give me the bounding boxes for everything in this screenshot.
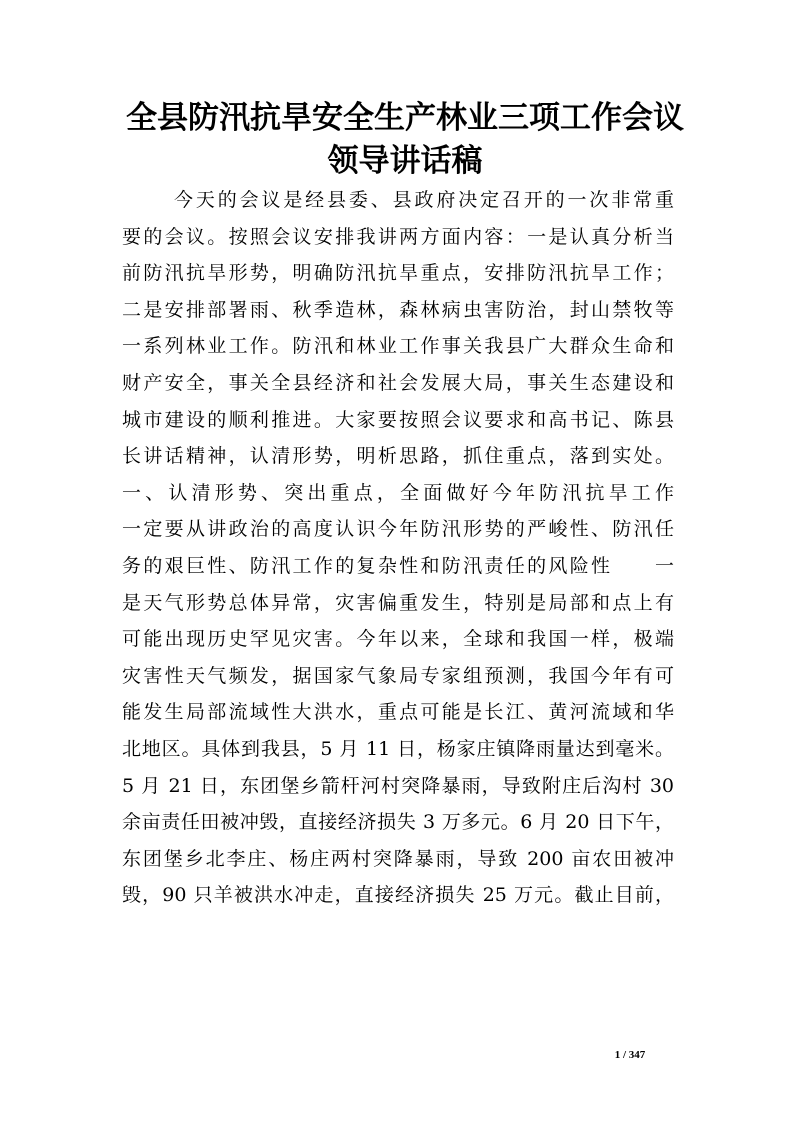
document-title-line-2: 领导讲话稿: [327, 143, 483, 179]
body-line: 长讲话精神，认清形势，明析思路，抓住重点，落到实处。: [122, 445, 674, 468]
body-line: 北地区。具体到我县，5 月 11 日，杨家庄镇降雨量达到毫米。: [122, 737, 674, 760]
body-line: 务的艰巨性、防汛工作的复杂性和防汛责任的风险性 一: [122, 554, 674, 577]
body-line: 要的会议。按照会议安排我讲两方面内容：一是认真分析当: [122, 225, 674, 248]
section-heading: 一、认清形势、突出重点，全面做好今年防汛抗旱工作: [122, 481, 674, 504]
body-line: 一系列林业工作。防汛和林业工作事关我县广大群众生命和: [122, 335, 674, 358]
document-title-line-1: 全县防汛抗旱安全生产林业三项工作会议: [126, 100, 684, 136]
body-line: 毁，90 只羊被洪水冲走，直接经济损失 25 万元。截止目前，: [122, 884, 674, 907]
document-body: [122, 182, 674, 914]
body-line: 前防汛抗旱形势，明确防汛抗旱重点，安排防汛抗旱工作；: [122, 262, 674, 285]
body-line: 二是安排部署雨、秋季造林，森林病虫害防治，封山禁牧等: [122, 298, 674, 321]
body-line: 余亩责任田被冲毁，直接经济损失 3 万多元。6 月 20 日下午，: [122, 811, 674, 834]
body-line: 能发生局部流域性大洪水，重点可能是长江、黄河流域和华: [122, 701, 674, 724]
body-line: 5 月 21 日，东团堡乡箭杆河村突降暴雨，导致附庄后沟村 30: [122, 774, 674, 797]
body-line: 东团堡乡北李庄、杨庄两村突降暴雨，导致 200 亩农田被冲: [122, 847, 674, 870]
body-line: 是天气形势总体异常，灾害偏重发生，特别是局部和点上有: [122, 591, 674, 614]
body-line: 今天的会议是经县委、县政府决定召开的一次非常重: [174, 189, 674, 211]
body-line: 一定要从讲政治的高度认识今年防汛形势的严峻性、防汛任: [122, 518, 674, 541]
body-line: 可能出现历史罕见灾害。今年以来，全球和我国一样，极端: [122, 628, 674, 651]
body-line: 财产安全，事关全县经济和社会发展大局，事关生态建设和: [122, 371, 674, 394]
body-line: 城市建设的顺利推进。大家要按照会议要求和高书记、陈县: [122, 408, 674, 431]
page-number: 1 / 347: [614, 1049, 646, 1061]
body-line: 灾害性天气频发，据国家气象局专家组预测，我国今年有可: [122, 664, 674, 687]
